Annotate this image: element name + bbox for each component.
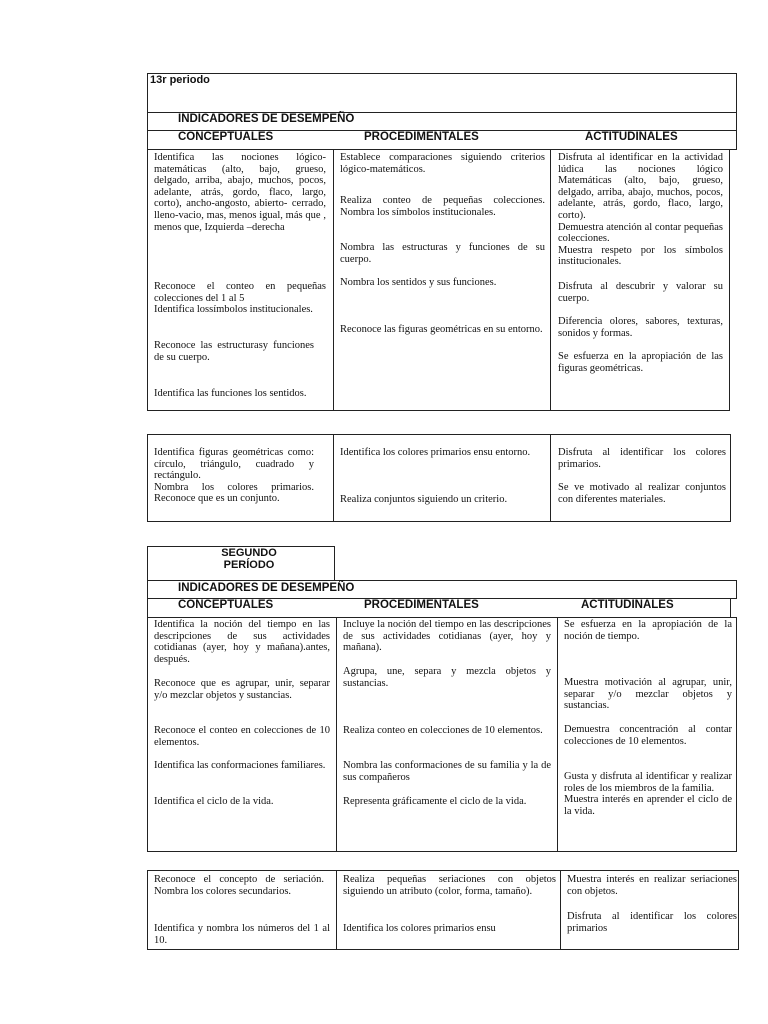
period1-act-1: Disfruta al identificar en la actividad lúdica las nociones lógico Matemáticas (alto, bajo, grueso, delgado, arriba, abajo, muchos, pocos, adelante, atrás, gordo, flaco, largo, corto). Demuestra atención al contar pequeñas colecciones. Muestra respeto por los símbolos institucionales. bbox=[558, 152, 723, 268]
period2-pro-3: Realiza conteo en colecciones de 10 elementos. bbox=[343, 725, 543, 736]
period2-extra-pro-2: Identifica los colores primarios ensu bbox=[343, 923, 496, 934]
period2-act-3: Demuestra concentración al contar colecciones de 10 elementos. bbox=[564, 724, 735, 747]
period1-pro-5: Reconoce las figuras geométricas en su entorno. bbox=[340, 324, 543, 335]
period1-act-4: Se esfuerza en la apropiación de las figuras geométricas. bbox=[558, 351, 726, 374]
period1-act-2: Disfruta al descubrir y valorar su cuerpo. bbox=[558, 281, 726, 304]
period2-con-1: Identifica la noción del tiempo en las descripciones de sus actividades cotidianas (ayer, hoy y mañana).antes, después. bbox=[154, 619, 333, 665]
period2-title: SEGUNDO PERÍODO bbox=[221, 547, 277, 571]
period2-pro-4: Nombra las conformaciones de su familia y la de sus compañeros bbox=[343, 760, 554, 783]
period1-con-1: Identifica las nociones lógico- matemáticas (alto, bajo, grueso, delgado, arriba, abajo, muchos, pocos, adelante, atrás, gordo, flaco, largo, corto), ancho-angosto, abierto- cerrado, lleno-vacio, mas, menos igual, más que , menos que, Izquierda –derecha bbox=[154, 152, 329, 233]
period1-con-3: Reconoce las estructurasy funciones de su cuerpo. bbox=[154, 340, 317, 363]
period1-title-box bbox=[147, 73, 737, 113]
period1-act-3: Diferencia olores, sabores, texturas, sonidos y formas. bbox=[558, 316, 726, 339]
period1-extra-act-2: Se ve motivado al realizar conjuntos con diferentes materiales. bbox=[558, 482, 729, 505]
period2-extra-act-2: Disfruta al identificar los colores primarios bbox=[567, 911, 740, 934]
period2-act-2: Muestra motivación al agrupar, unir, separar y/o mezclar objetos y sustancias. bbox=[564, 677, 735, 712]
period2-con-5: Identifica el ciclo de la vida. bbox=[154, 796, 274, 807]
period2-pro-1: Incluye la noción del tiempo en las descripciones de sus actividades cotidianas (ayer, hoy y mañana). bbox=[343, 619, 554, 654]
period2-pro-2: Agrupa, une, separa y mezcla objetos y sustancias. bbox=[343, 666, 554, 689]
period1-extra-act-1: Disfruta al identificar los colores primarios. bbox=[558, 447, 729, 470]
period2-con-2: Reconoce que es agrupar, unir, separar y/o mezclar objetos y sustancias. bbox=[154, 678, 333, 701]
period1-con-2: Reconoce el conteo en pequeñas colecciones del 1 al 5 Identifica lossímbolos institucionales. bbox=[154, 281, 326, 316]
period2-header-actitudinales: ACTITUDINALES bbox=[581, 599, 674, 611]
period2-extra-act-1: Muestra interés en realizar seriaciones con objetos. bbox=[567, 874, 740, 897]
period1-header-actitudinales: ACTITUDINALES bbox=[585, 131, 678, 143]
period1-pro-1: Establece comparaciones siguiendo criterios lógico-matemáticos. bbox=[340, 152, 548, 175]
period1-extra-pro-2: Realiza conjuntos siguiendo un criterio. bbox=[340, 494, 508, 505]
period2-header-procedimentales: PROCEDIMENTALES bbox=[364, 599, 479, 611]
period1-header-conceptuales: CONCEPTUALES bbox=[178, 131, 274, 143]
period2-con-3: Reconoce el conteo en colecciones de 10 elementos. bbox=[154, 725, 333, 748]
period1-indicators-title: INDICADORES DE DESEMPEÑO bbox=[178, 113, 355, 125]
period1-pro-3: Nombra las estructuras y funciones de su cuerpo. bbox=[340, 242, 548, 265]
period1-extra-pro-1: Identifica los colores primarios ensu entorno. bbox=[340, 447, 531, 458]
period2-act-4: Gusta y disfruta al identificar y realizar roles de los miembros de la familia. Muestra interés en aprender el ciclo de la vida. bbox=[564, 771, 732, 817]
period1-title: 13r periodo bbox=[150, 74, 210, 86]
period2-pro-5: Representa gráficamente el ciclo de la vida. bbox=[343, 796, 527, 807]
period1-con-4: Identifica las funciones los sentidos. bbox=[154, 388, 307, 399]
period2-act-1: Se esfuerza en la apropiación de la noción de tiempo. bbox=[564, 619, 735, 642]
period2-extra-pro-1: Realiza pequeñas seriaciones con objetos siguiendo un atributo (color, forma, tamaño). bbox=[343, 874, 559, 897]
period2-extra-con-2: Identifica y nombra los números del 1 al 10. bbox=[154, 923, 333, 946]
period1-extra-con: Identifica figuras geométricas como: círculo, triángulo, cuadrado y rectángulo. Nombra los colores primarios. Reconoce que es un conjunto. bbox=[154, 447, 314, 505]
period2-header-conceptuales: CONCEPTUALES bbox=[178, 599, 274, 611]
period1-pro-4: Nombra los sentidos y sus funciones. bbox=[340, 277, 497, 288]
period2-con-4: Identifica las conformaciones familiares. bbox=[154, 760, 326, 771]
period1-header-procedimentales: PROCEDIMENTALES bbox=[364, 131, 479, 143]
period2-indicators-title: INDICADORES DE DESEMPEÑO bbox=[178, 582, 355, 594]
period1-pro-2: Realiza conteo de pequeñas colecciones. Nombra los símbolos institucionales. bbox=[340, 195, 548, 218]
period2-extra-con-1: Reconoce el concepto de seriación. Nombra los colores secundarios. bbox=[154, 874, 327, 897]
